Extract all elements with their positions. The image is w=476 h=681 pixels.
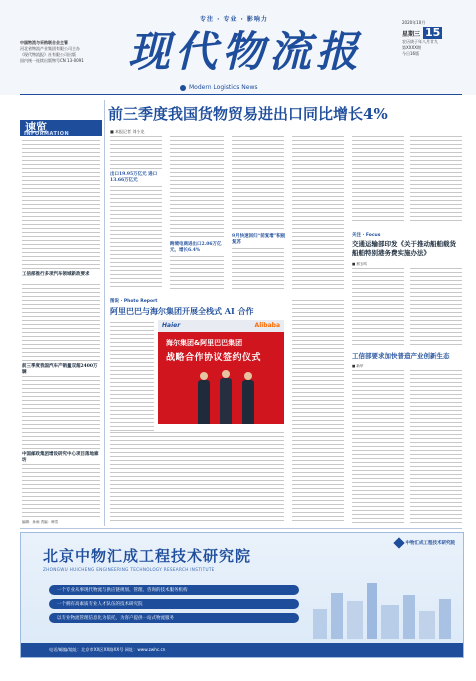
masthead-slogan: 专注 · 专业 · 影响力 xyxy=(200,16,268,23)
right-article-headline: 工信部要求加快普造产业创新生态 xyxy=(352,352,450,360)
masthead-left-info xyxy=(20,40,100,64)
institute-logo-icon xyxy=(393,537,404,548)
ad-title-en: ZHONGWU HUICHENG ENGINEERING TECHNOLOGY RESEARCH INSTITUTE xyxy=(43,567,215,572)
ad-banner xyxy=(20,532,464,658)
photo-text-column xyxy=(110,432,284,524)
masthead-right-line: 农历庚子年八月廿九 xyxy=(402,39,438,44)
masthead-title: 现代物流报 xyxy=(128,27,364,76)
masthead-left-line: 河北省物流产业集团有限公司主办 xyxy=(20,46,80,51)
ad-bullet: 一个拥有高素质专业人才队伍的技术研究院 xyxy=(49,599,299,609)
photo-text-column xyxy=(110,322,154,432)
sidebar-section-en: INFORMATION xyxy=(24,131,70,137)
sidebar-section-cn: 速览 xyxy=(25,121,47,134)
right-article-column-1 xyxy=(352,370,404,524)
ad-title-cn: 北京中物汇成工程技术研究院 xyxy=(43,547,252,565)
section-divider xyxy=(20,528,462,529)
lead-column-2 xyxy=(170,136,224,240)
ad-bullet: 一个专业从事现代物流与供应链规划、管理、咨询的技术服务机构 xyxy=(49,585,299,595)
english-name: Modern Logistics News xyxy=(189,84,258,91)
lead-column-5 xyxy=(352,136,404,224)
ad-contact-bar xyxy=(21,643,463,657)
lead-headline: 前三季度我国货物贸易进出口同比增长4% xyxy=(108,105,388,123)
focus-column-1 xyxy=(352,268,404,346)
lead-column-4 xyxy=(292,136,344,290)
alibaba-logo: Alibaba xyxy=(254,322,280,329)
focus-source: ■ 邢玉鸣 xyxy=(352,262,367,266)
banner-line-2: 战略合作协议签约仪式 xyxy=(166,353,262,363)
lead-highlight: 9月快速回归“前复增”积极复苏 xyxy=(232,234,286,245)
masthead-date-box xyxy=(402,20,462,57)
sidebar-item-title: 前三季度我国汽车产销量双超2400万辆 xyxy=(22,364,98,375)
lead-highlight: 出口19.95万亿元 进口13.66万亿元 xyxy=(110,172,158,183)
haier-logo: Haier xyxy=(162,322,181,329)
lead-column-6 xyxy=(410,136,462,224)
photo-side-column xyxy=(292,300,344,524)
masthead-date: 2020年10月 xyxy=(402,20,426,25)
sidebar-text-block xyxy=(22,464,100,518)
lead-column-3 xyxy=(232,136,284,232)
globe-icon xyxy=(180,85,186,91)
lead-source: ■ 本报记者 刘小龙 xyxy=(110,129,145,134)
masthead-right-line: 今日16版 xyxy=(402,51,420,56)
masthead-weekday: 星期三 xyxy=(402,31,421,38)
banner-line-1: 海尔集团&阿里巴巴集团 xyxy=(166,339,243,347)
lead-highlight: 跨境电商进出口2.06万亿元，增长6.4% xyxy=(170,242,222,253)
event-photo xyxy=(158,320,284,424)
masthead-right-line: 第XXXX期 xyxy=(402,45,421,50)
masthead-left-line: 中国物流与采购联合会主管 xyxy=(20,40,68,45)
masthead-left-line: 国内统一连续出版物号CN 13-0091 xyxy=(20,58,84,63)
sidebar-item-title: 工信部推行多项汽车领域新政要求 xyxy=(22,272,90,277)
sidebar-footer: 编辑：孙雨 责编：韩雪 xyxy=(22,520,59,524)
right-article-column-2 xyxy=(410,370,462,524)
photo-label: 图说 · Photo Report xyxy=(110,299,158,304)
sidebar-text-block xyxy=(22,140,100,272)
sidebar-divider xyxy=(104,100,105,526)
masthead-left-line: 《现代物流报》社有限公司出版 xyxy=(20,52,76,57)
focus-column-2 xyxy=(410,268,462,346)
ad-bullet: 以专业物流管理信息化为依托，为客户提供一站式物流服务 xyxy=(49,613,299,623)
sidebar-header xyxy=(20,120,102,136)
right-article-source: ■ 新华 xyxy=(352,364,364,368)
focus-headline: 交通运输部印发《关于推动船舶载货船舶特别港务费实施办法》 xyxy=(352,240,456,257)
person-figure xyxy=(220,370,232,424)
lead-column-3 xyxy=(232,248,284,290)
lead-column-2 xyxy=(170,256,224,290)
lead-column-1 xyxy=(110,186,162,290)
person-figure xyxy=(242,372,254,424)
masthead-day: 15 xyxy=(425,26,441,39)
skyline-graphic xyxy=(313,579,453,639)
photo-headline: 阿里巴巴与海尔集团开展全栈式 AI 合作 xyxy=(110,306,254,316)
ad-contact: 电话/邮编/地址：北京市XX区XX路XX号 网址：www.zwhc.cn xyxy=(49,647,166,652)
ad-logo: 中物汇成工程技术研究院 xyxy=(395,539,456,547)
masthead-divider xyxy=(20,94,462,95)
lead-column-1 xyxy=(110,136,162,172)
sidebar-text-block xyxy=(22,284,100,364)
sidebar-item-title: 中国邮政集团增设研究中心项目落地廊坊 xyxy=(22,452,99,463)
english-name-bar xyxy=(180,84,258,91)
focus-label: 关注 · Focus xyxy=(352,233,381,238)
person-figure xyxy=(198,372,210,424)
sidebar-text-block xyxy=(22,376,100,450)
